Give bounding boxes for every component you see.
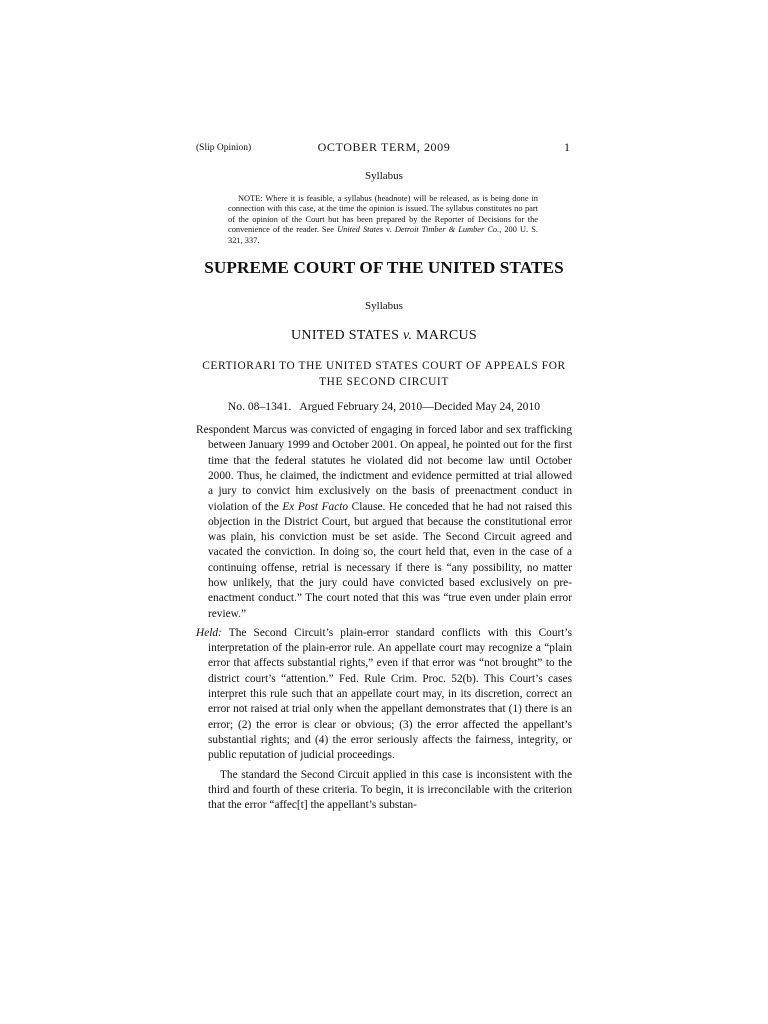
note-citation-reporter: , 200 U. S. 321, 337.: [228, 225, 538, 245]
held-text: The Second Circuit’s plain-error standard conflicts with this Court’s interpretation of the plain-error rule. An appellate court may recognize a “plain error that affects substantial rights,” even if that error was “not brought” to the district court’s “attention.” Fed. Rule Crim. Proc. 52(b). This Court’s cases interpret this rule such that an appellate court may, in its discretion, correct an error not raised at trial only when the appellant demonstrates that (1) there is an error; (2) the error is clear or obvious; (3) the error affected the appellant’s substantial rights; and (4) the error seriously affects the fairness, integrity, or public reputation of judicial proceedings.: [208, 626, 572, 762]
docket-line: No. 08–1341. Argued February 24, 2010—Decided May 24, 2010: [227, 400, 541, 414]
held-label: Held:: [196, 626, 222, 639]
syllabus-heading: Syllabus: [365, 300, 403, 313]
facts-text-1: Respondent Marcus was convicted of engaging in forced labor and sex trafficking between January 1999 and October 2001. On appeal, he pointed out for the first time that the federal statutes he violated did not become law until October 2000. Thus, he claimed, the indictment and evidence permitted at trial allowed a jury to convict him exclusively on the basis of preenactment conduct in violation of the: [196, 424, 572, 513]
page-number: 1: [564, 140, 570, 154]
court-name: SUPREME COURT OF THE UNITED STATES: [204, 258, 564, 278]
case-versus: v.: [402, 328, 413, 344]
running-header: [196, 140, 572, 160]
case-party-1: UNITED STATES: [291, 328, 403, 344]
note-citation-party-2: Detroit Timber & Lumber Co.: [394, 225, 500, 235]
document-page: [196, 140, 572, 813]
slip-opinion-label: (Slip Opinion): [196, 143, 252, 153]
case-party-2: MARCUS: [412, 328, 477, 344]
facts-clause-name: Ex Post Facto: [282, 500, 349, 513]
note-text: NOTE: Where it is feasible, a syllabus (headnote) will be released, as is being done in connection with this case, at the time the opinion is issued. The syllabus constitutes no part of the opinion of the Court but has been prepared by the Reporter of Decisions for the convenience of the reader. See: [228, 194, 538, 235]
certiorari-caption: [196, 358, 572, 390]
certiorari-line-1: CERTIORARI TO THE UNITED STATES COURT OF APPEALS FOR: [202, 360, 566, 373]
term-label: OCTOBER TERM, 2009: [317, 140, 451, 154]
facts-text-2: Clause. He conceded that he had not raised this objection in the District Court, but argued that because the constitutional error was plain, his conviction must be set aside. The Second Circuit agreed and vacated the conviction. In doing so, the court held that, even in the case of a continuing offense, retrial is necessary if there is “any possibility, no matter how unlikely, that the jury could have convicted based exclusively on pre-enactment conduct.” The court noted that this was “true even under plain error review.”: [208, 500, 573, 620]
note-citation-party: United States: [337, 225, 383, 235]
held-paragraph: [196, 626, 572, 764]
note-versus: v.: [382, 225, 395, 235]
reporter-note: [228, 194, 538, 246]
facts-paragraph: [196, 423, 572, 622]
syllabus-heading-top: Syllabus: [365, 170, 403, 182]
certiorari-line-2: THE SECOND CIRCUIT: [319, 376, 449, 389]
analysis-paragraph: The standard the Second Circuit applied in this case is inconsistent with the third and fourth of these criteria. To begin, it is irreconcilable with the criterion that the error “affec[t] the appellant’s substan-: [208, 768, 572, 812]
case-caption: [196, 328, 572, 344]
